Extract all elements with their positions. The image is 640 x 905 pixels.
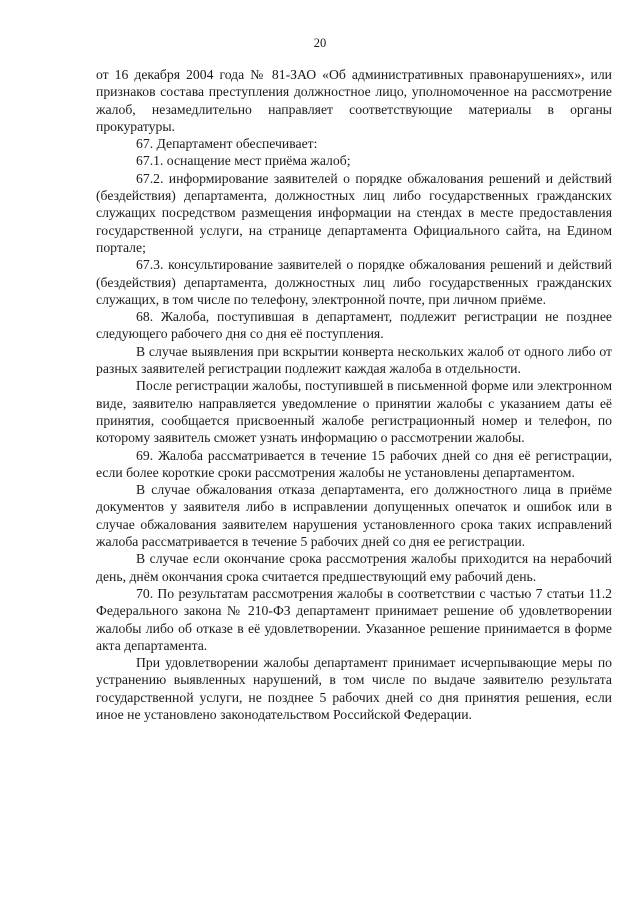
paragraph-68-notification: После регистрации жалобы, поступившей в письменной форме или электронном виде, заявителю направляется уведомление о принятии жалобы с указанием даты её принятия, сообщается присвоенный жалобе регистрационный номер и телефон, по которому заявитель сможет узнать информацию о рассмотрении жалобы.	[96, 378, 612, 446]
paragraph-70-satisfaction: При удовлетворении жалобы департамент принимает исчерпывающие меры по устранению выявленных нарушений, в том числе по выдаче заявителю результата государственной услуги, не позднее 5 рабочих дней со дня принятия решения, если иное не установлено законодательством Российской Федерации.	[96, 655, 612, 722]
paragraph-70: 70. По результатам рассмотрения жалобы в соответствии с частью 7 статьи 11.2 Федерального закона № 210-ФЗ департамент принимает решение об удовлетворении жалобы либо об отказе в её удовлетворении. Указанное решение принимается в форме акта департамента.	[96, 585, 612, 653]
paragraph-68-envelope: В случае выявления при вскрытии конверта нескольких жалоб от одного либо от разных заявителей регистрации подлежит каждая жалоба в отдельности.	[96, 343, 612, 377]
paragraph-67-3: 67.3. консультирование заявителей о порядке обжалования решений и действий (бездействия) департамента, должностных лиц либо государственных гражданских служащих, в том числе по телефону, электронной почте, при личном приёме.	[96, 257, 612, 307]
paragraph-67-1: 67.1. оснащение мест приёма жалоб;	[136, 153, 351, 169]
paragraph-67: 67. Департамент обеспечивает:	[136, 136, 318, 152]
paragraph-69-nonworking-day: В случае если окончание срока рассмотрения жалобы приходится на нерабочий день, днём окончания срока считается предшествующий ему рабочий день.	[96, 551, 612, 584]
paragraph-continuation: от 16 декабря 2004 года № 81-ЗАО «Об административных правонарушениях», или признаков состава преступления должностное лицо, уполномоченное на рассмотрение жалоб, незамедлительно направляет соответствующие материалы в органы прокуратуры.	[96, 67, 612, 134]
paragraph-69-refusal: В случае обжалования отказа департамента, его должностного лица в приёме документов у заявителя либо в исправлении допущенных опечаток и ошибок или в случае обжалования заявителем нарушения установленного срока таких исправлений жалоба рассматривается в течение 5 рабочих дней со дня ее регистрации.	[96, 482, 612, 550]
paragraph-67-2: 67.2. информирование заявителей о порядке обжалования решений и действий (бездействия) департамента, должностных лиц либо государственных гражданских служащих посредством размещения информации на стендах в месте предоставления государственной услуги, на странице департамента Официального сайта, на Едином портале;	[96, 170, 612, 255]
document-body	[96, 66, 612, 723]
paragraph-68: 68. Жалоба, поступившая в департамент, подлежит регистрации не позднее следующего рабочего дня со дня её поступления.	[96, 309, 612, 342]
paragraph-69: 69. Жалоба рассматривается в течение 15 рабочих дней со дня её регистрации, если более короткие сроки рассмотрения жалобы не установлены департаментом.	[96, 447, 612, 480]
page-number: 20	[313, 36, 327, 50]
